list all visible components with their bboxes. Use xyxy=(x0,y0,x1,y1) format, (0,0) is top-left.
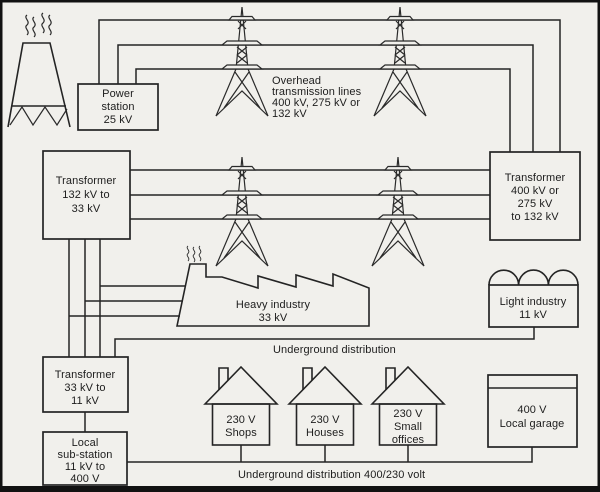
power-station-label: station xyxy=(101,101,135,113)
light-industry-label: 11 kV xyxy=(519,309,547,321)
transformer-132-33-box xyxy=(43,151,130,239)
overhead-lines-label: 400 kV, 275 kV or xyxy=(272,97,361,109)
local-garage-label: 400 V xyxy=(517,404,547,416)
heavy-industry-label: 33 kV xyxy=(258,312,288,324)
shops-label: 230 V xyxy=(226,414,256,426)
transformer-400-132-label: Transformer xyxy=(504,172,566,184)
transformer-400-132-label: 275 kV xyxy=(517,198,553,210)
overhead-lines-label: 132 kV xyxy=(272,108,307,120)
heavy-industry-label: Heavy industry xyxy=(235,299,311,311)
local-substation-label: 400 V xyxy=(70,473,100,485)
small-offices-label: 230 V xyxy=(393,408,423,420)
transformer-132-33-label: 33 kV xyxy=(71,203,101,215)
transformer-33-11-box xyxy=(43,357,128,412)
transformer-400-132-label: to 132 kV xyxy=(511,211,559,223)
overhead-lines-label: transmission lines xyxy=(272,86,362,98)
overhead-lines-label: Overhead xyxy=(272,75,322,87)
transformer-33-11-label: 33 kV to xyxy=(64,382,106,394)
transformer-132-33-label: Transformer xyxy=(55,175,117,187)
houses-label: Houses xyxy=(306,427,344,439)
houses-label: 230 V xyxy=(310,414,340,426)
light-industry-label: Light industry xyxy=(499,296,567,308)
power-station-label: 25 kV xyxy=(103,114,133,126)
local-garage-label: Local garage xyxy=(499,418,565,430)
shops-label: Shops xyxy=(225,427,257,439)
small-offices-label: Small xyxy=(393,421,423,433)
transformer-33-11-label: Transformer xyxy=(54,369,116,381)
power-station-label: Power xyxy=(102,88,134,100)
transformer-400-132-box xyxy=(490,152,580,240)
small-offices-label: offices xyxy=(391,434,425,446)
transformer-33-11-label: 11 kV xyxy=(71,395,99,407)
local-substation-label: sub-station xyxy=(57,449,113,461)
transformer-400-132-label: 400 kV or xyxy=(511,185,559,197)
local-garage-building xyxy=(488,375,577,447)
local-substation-label: 11 kV to xyxy=(64,461,106,473)
underground-distribution-label: Underground distribution xyxy=(273,344,396,356)
local-substation-box xyxy=(43,432,127,485)
local-substation-label: Local xyxy=(71,437,99,449)
transformer-132-33-label: 132 kV to xyxy=(62,189,110,201)
underground-distribution-lv-label: Underground distribution 400/230 volt xyxy=(238,469,426,481)
power-station-box xyxy=(78,84,158,130)
